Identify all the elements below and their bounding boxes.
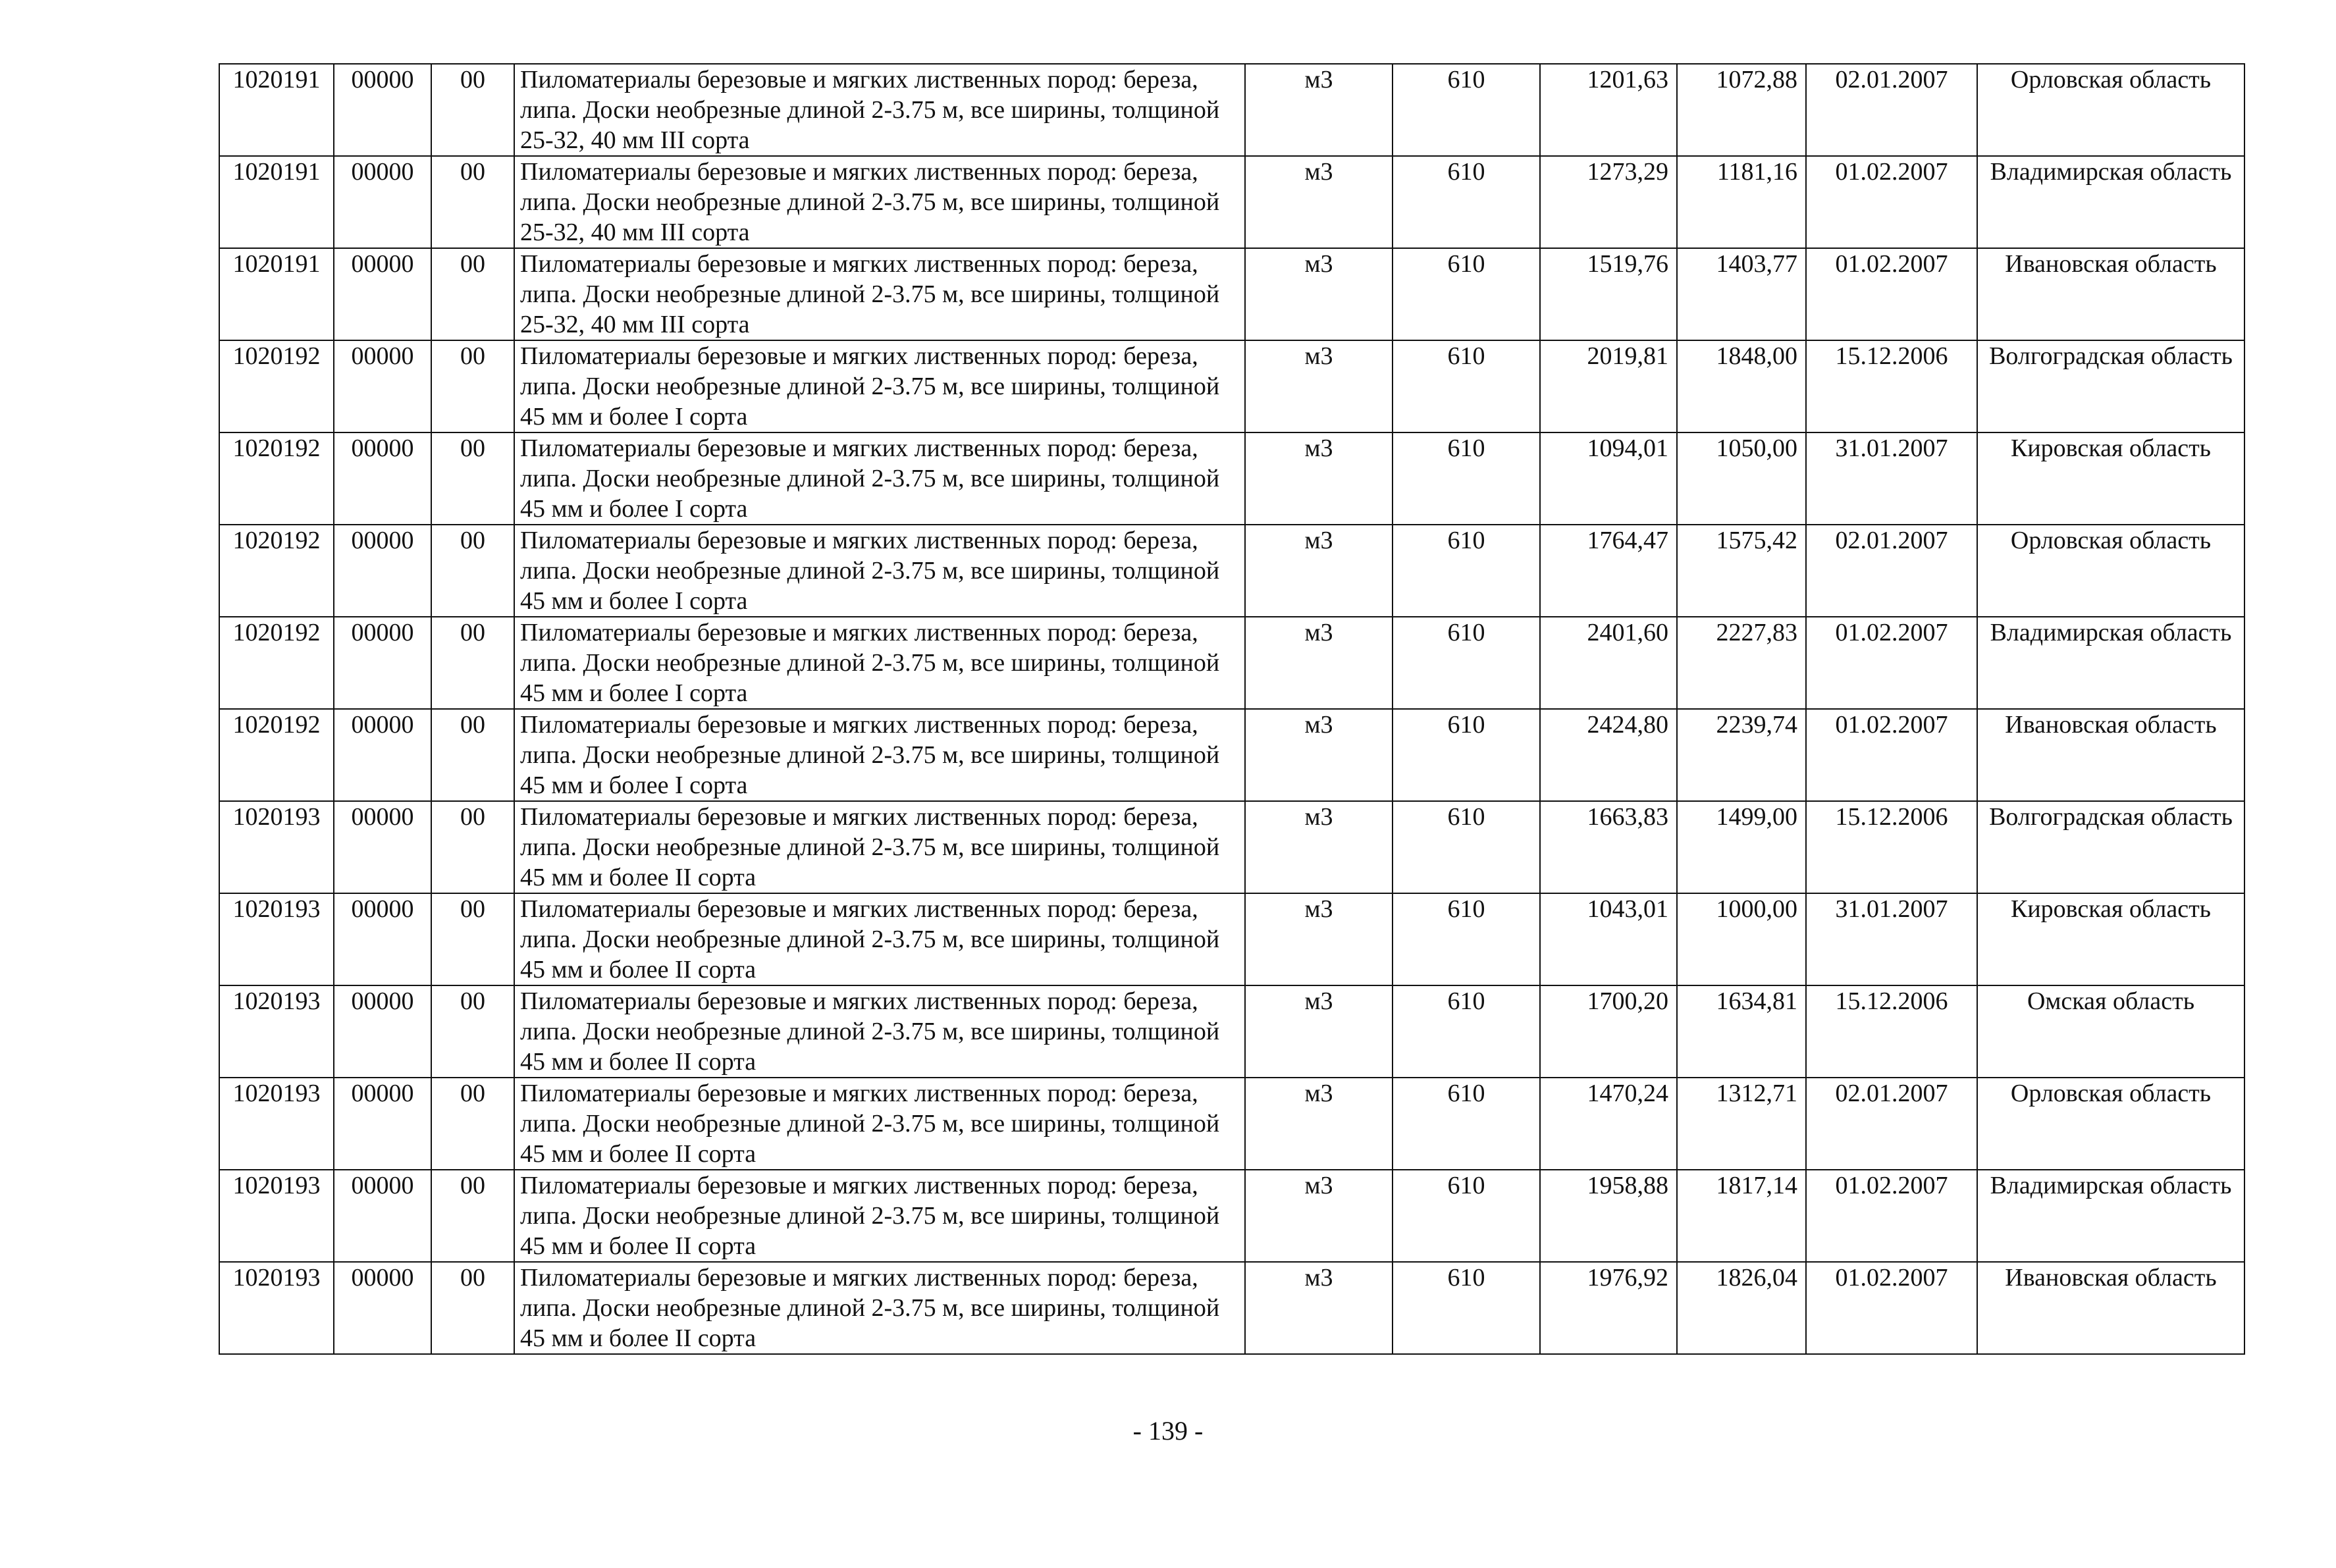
date-cell: 02.01.2007 (1806, 64, 1977, 156)
ext-code-cell: 00 (431, 1262, 514, 1354)
price-with-vat-cell: 1201,63 (1540, 64, 1677, 156)
unit-cell: м3 (1245, 64, 1393, 156)
price-without-vat-cell: 1072,88 (1677, 64, 1806, 156)
region-cell: Волгоградская область (1977, 801, 2244, 893)
sub-code-cell: 00000 (334, 64, 431, 156)
okpd-code-cell: 1020192 (219, 525, 334, 617)
description-cell: Пиломатериалы березовые и мягких лиственных пород: береза, липа. Доски необрезные длиной 2-3.75 м, все ширины, толщиной 45 мм и более II сорта (514, 801, 1245, 893)
sub-code-cell: 00000 (334, 248, 431, 340)
date-cell: 01.02.2007 (1806, 709, 1977, 801)
description-cell: Пиломатериалы березовые и мягких лиственных пород: береза, липа. Доски необрезные длиной 2-3.75 м, все ширины, толщиной 25-32, 40 мм III сорта (514, 156, 1245, 248)
description-cell: Пиломатериалы березовые и мягких лиственных пород: береза, липа. Доски необрезные длиной 2-3.75 м, все ширины, толщиной 25-32, 40 мм III сорта (514, 64, 1245, 156)
price-without-vat-cell: 1848,00 (1677, 340, 1806, 432)
ext-code-cell: 00 (431, 64, 514, 156)
date-cell: 31.01.2007 (1806, 893, 1977, 985)
region-cell: Владимирская область (1977, 1170, 2244, 1262)
okei-cell: 610 (1393, 1078, 1540, 1170)
price-with-vat-cell: 2424,80 (1540, 709, 1677, 801)
price-without-vat-cell: 2239,74 (1677, 709, 1806, 801)
sub-code-cell: 00000 (334, 1170, 431, 1262)
okpd-code-cell: 1020191 (219, 248, 334, 340)
sub-code-cell: 00000 (334, 156, 431, 248)
price-with-vat-cell: 2019,81 (1540, 340, 1677, 432)
page-number: - 139 - (1132, 1416, 1204, 1446)
unit-cell: м3 (1245, 156, 1393, 248)
table-body (219, 64, 2244, 1354)
okpd-code-cell: 1020191 (219, 64, 334, 156)
price-with-vat-cell: 1663,83 (1540, 801, 1677, 893)
date-cell: 15.12.2006 (1806, 801, 1977, 893)
description-cell: Пиломатериалы березовые и мягких лиственных пород: береза, липа. Доски необрезные длиной 2-3.75 м, все ширины, толщиной 45 мм и более II сорта (514, 893, 1245, 985)
date-cell: 01.02.2007 (1806, 248, 1977, 340)
price-without-vat-cell: 1000,00 (1677, 893, 1806, 985)
table-row (219, 340, 2244, 432)
price-with-vat-cell: 1976,92 (1540, 1262, 1677, 1354)
region-cell: Орловская область (1977, 64, 2244, 156)
region-cell: Ивановская область (1977, 248, 2244, 340)
date-cell: 02.01.2007 (1806, 1078, 1977, 1170)
table-row (219, 893, 2244, 985)
price-without-vat-cell: 1499,00 (1677, 801, 1806, 893)
price-with-vat-cell: 1519,76 (1540, 248, 1677, 340)
unit-cell: м3 (1245, 525, 1393, 617)
region-cell: Владимирская область (1977, 617, 2244, 709)
price-with-vat-cell: 1764,47 (1540, 525, 1677, 617)
sub-code-cell: 00000 (334, 985, 431, 1078)
ext-code-cell: 00 (431, 1078, 514, 1170)
date-cell: 01.02.2007 (1806, 156, 1977, 248)
ext-code-cell: 00 (431, 985, 514, 1078)
sub-code-cell: 00000 (334, 801, 431, 893)
okpd-code-cell: 1020193 (219, 1262, 334, 1354)
date-cell: 15.12.2006 (1806, 340, 1977, 432)
date-cell: 01.02.2007 (1806, 1170, 1977, 1262)
sub-code-cell: 00000 (334, 1262, 431, 1354)
description-cell: Пиломатериалы березовые и мягких лиственных пород: береза, липа. Доски необрезные длиной 2-3.75 м, все ширины, толщиной 45 мм и более I сорта (514, 709, 1245, 801)
ext-code-cell: 00 (431, 525, 514, 617)
region-cell: Орловская область (1977, 1078, 2244, 1170)
sub-code-cell: 00000 (334, 432, 431, 525)
unit-cell: м3 (1245, 709, 1393, 801)
price-without-vat-cell: 1181,16 (1677, 156, 1806, 248)
unit-cell: м3 (1245, 1078, 1393, 1170)
okpd-code-cell: 1020193 (219, 801, 334, 893)
okei-cell: 610 (1393, 1262, 1540, 1354)
sub-code-cell: 00000 (334, 893, 431, 985)
okei-cell: 610 (1393, 248, 1540, 340)
table-row (219, 617, 2244, 709)
region-cell: Ивановская область (1977, 1262, 2244, 1354)
okei-cell: 610 (1393, 1170, 1540, 1262)
price-without-vat-cell: 1634,81 (1677, 985, 1806, 1078)
unit-cell: м3 (1245, 893, 1393, 985)
ext-code-cell: 00 (431, 617, 514, 709)
unit-cell: м3 (1245, 1170, 1393, 1262)
okei-cell: 610 (1393, 64, 1540, 156)
table-row (219, 1262, 2244, 1354)
ext-code-cell: 00 (431, 893, 514, 985)
date-cell: 31.01.2007 (1806, 432, 1977, 525)
unit-cell: м3 (1245, 985, 1393, 1078)
description-cell: Пиломатериалы березовые и мягких лиственных пород: береза, липа. Доски необрезные длиной 2-3.75 м, все ширины, толщиной 45 мм и более I сорта (514, 617, 1245, 709)
unit-cell: м3 (1245, 248, 1393, 340)
okei-cell: 610 (1393, 617, 1540, 709)
price-without-vat-cell: 2227,83 (1677, 617, 1806, 709)
okpd-code-cell: 1020192 (219, 617, 334, 709)
description-cell: Пиломатериалы березовые и мягких лиственных пород: береза, липа. Доски необрезные длиной 2-3.75 м, все ширины, толщиной 45 мм и более I сорта (514, 340, 1245, 432)
table-row (219, 1078, 2244, 1170)
date-cell: 15.12.2006 (1806, 985, 1977, 1078)
okei-cell: 610 (1393, 156, 1540, 248)
okei-cell: 610 (1393, 340, 1540, 432)
price-with-vat-cell: 1273,29 (1540, 156, 1677, 248)
unit-cell: м3 (1245, 617, 1393, 709)
sub-code-cell: 00000 (334, 525, 431, 617)
okei-cell: 610 (1393, 432, 1540, 525)
okei-cell: 610 (1393, 893, 1540, 985)
okpd-code-cell: 1020193 (219, 1078, 334, 1170)
price-without-vat-cell: 1050,00 (1677, 432, 1806, 525)
date-cell: 02.01.2007 (1806, 525, 1977, 617)
table-row (219, 709, 2244, 801)
region-cell: Омская область (1977, 985, 2244, 1078)
region-cell: Волгоградская область (1977, 340, 2244, 432)
unit-cell: м3 (1245, 432, 1393, 525)
okpd-code-cell: 1020192 (219, 709, 334, 801)
unit-cell: м3 (1245, 1262, 1393, 1354)
okei-cell: 610 (1393, 801, 1540, 893)
description-cell: Пиломатериалы березовые и мягких лиственных пород: береза, липа. Доски необрезные длиной 2-3.75 м, все ширины, толщиной 25-32, 40 мм III сорта (514, 248, 1245, 340)
description-cell: Пиломатериалы березовые и мягких лиственных пород: береза, липа. Доски необрезные длиной 2-3.75 м, все ширины, толщиной 45 мм и более I сорта (514, 525, 1245, 617)
description-cell: Пиломатериалы березовые и мягких лиственных пород: береза, липа. Доски необрезные длиной 2-3.75 м, все ширины, толщиной 45 мм и более II сорта (514, 1262, 1245, 1354)
sub-code-cell: 00000 (334, 617, 431, 709)
region-cell: Ивановская область (1977, 709, 2244, 801)
table-row (219, 985, 2244, 1078)
okpd-code-cell: 1020191 (219, 156, 334, 248)
ext-code-cell: 00 (431, 1170, 514, 1262)
date-cell: 01.02.2007 (1806, 617, 1977, 709)
price-without-vat-cell: 1817,14 (1677, 1170, 1806, 1262)
sub-code-cell: 00000 (334, 340, 431, 432)
okei-cell: 610 (1393, 525, 1540, 617)
ext-code-cell: 00 (431, 709, 514, 801)
ext-code-cell: 00 (431, 432, 514, 525)
ext-code-cell: 00 (431, 248, 514, 340)
region-cell: Кировская область (1977, 893, 2244, 985)
table-row (219, 1170, 2244, 1262)
price-with-vat-cell: 1958,88 (1540, 1170, 1677, 1262)
ext-code-cell: 00 (431, 801, 514, 893)
ext-code-cell: 00 (431, 340, 514, 432)
okpd-code-cell: 1020193 (219, 985, 334, 1078)
table-row (219, 156, 2244, 248)
table-row (219, 432, 2244, 525)
price-table (219, 63, 2245, 1355)
date-cell: 01.02.2007 (1806, 1262, 1977, 1354)
table-row (219, 525, 2244, 617)
price-without-vat-cell: 1403,77 (1677, 248, 1806, 340)
region-cell: Кировская область (1977, 432, 2244, 525)
unit-cell: м3 (1245, 340, 1393, 432)
sub-code-cell: 00000 (334, 1078, 431, 1170)
description-cell: Пиломатериалы березовые и мягких лиственных пород: береза, липа. Доски необрезные длиной 2-3.75 м, все ширины, толщиной 45 мм и более II сорта (514, 985, 1245, 1078)
unit-cell: м3 (1245, 801, 1393, 893)
price-without-vat-cell: 1312,71 (1677, 1078, 1806, 1170)
ext-code-cell: 00 (431, 156, 514, 248)
price-without-vat-cell: 1826,04 (1677, 1262, 1806, 1354)
price-with-vat-cell: 2401,60 (1540, 617, 1677, 709)
okei-cell: 610 (1393, 985, 1540, 1078)
region-cell: Орловская область (1977, 525, 2244, 617)
price-with-vat-cell: 1043,01 (1540, 893, 1677, 985)
description-cell: Пиломатериалы березовые и мягких лиственных пород: береза, липа. Доски необрезные длиной 2-3.75 м, все ширины, толщиной 45 мм и более I сорта (514, 432, 1245, 525)
price-with-vat-cell: 1700,20 (1540, 985, 1677, 1078)
okpd-code-cell: 1020193 (219, 893, 334, 985)
region-cell: Владимирская область (1977, 156, 2244, 248)
okei-cell: 610 (1393, 709, 1540, 801)
table-row (219, 64, 2244, 156)
description-cell: Пиломатериалы березовые и мягких лиственных пород: береза, липа. Доски необрезные длиной 2-3.75 м, все ширины, толщиной 45 мм и более II сорта (514, 1170, 1245, 1262)
sub-code-cell: 00000 (334, 709, 431, 801)
description-cell: Пиломатериалы березовые и мягких лиственных пород: береза, липа. Доски необрезные длиной 2-3.75 м, все ширины, толщиной 45 мм и более II сорта (514, 1078, 1245, 1170)
okpd-code-cell: 1020192 (219, 340, 334, 432)
okpd-code-cell: 1020193 (219, 1170, 334, 1262)
table-row (219, 801, 2244, 893)
price-with-vat-cell: 1470,24 (1540, 1078, 1677, 1170)
price-with-vat-cell: 1094,01 (1540, 432, 1677, 525)
okpd-code-cell: 1020192 (219, 432, 334, 525)
table-row (219, 248, 2244, 340)
price-without-vat-cell: 1575,42 (1677, 525, 1806, 617)
